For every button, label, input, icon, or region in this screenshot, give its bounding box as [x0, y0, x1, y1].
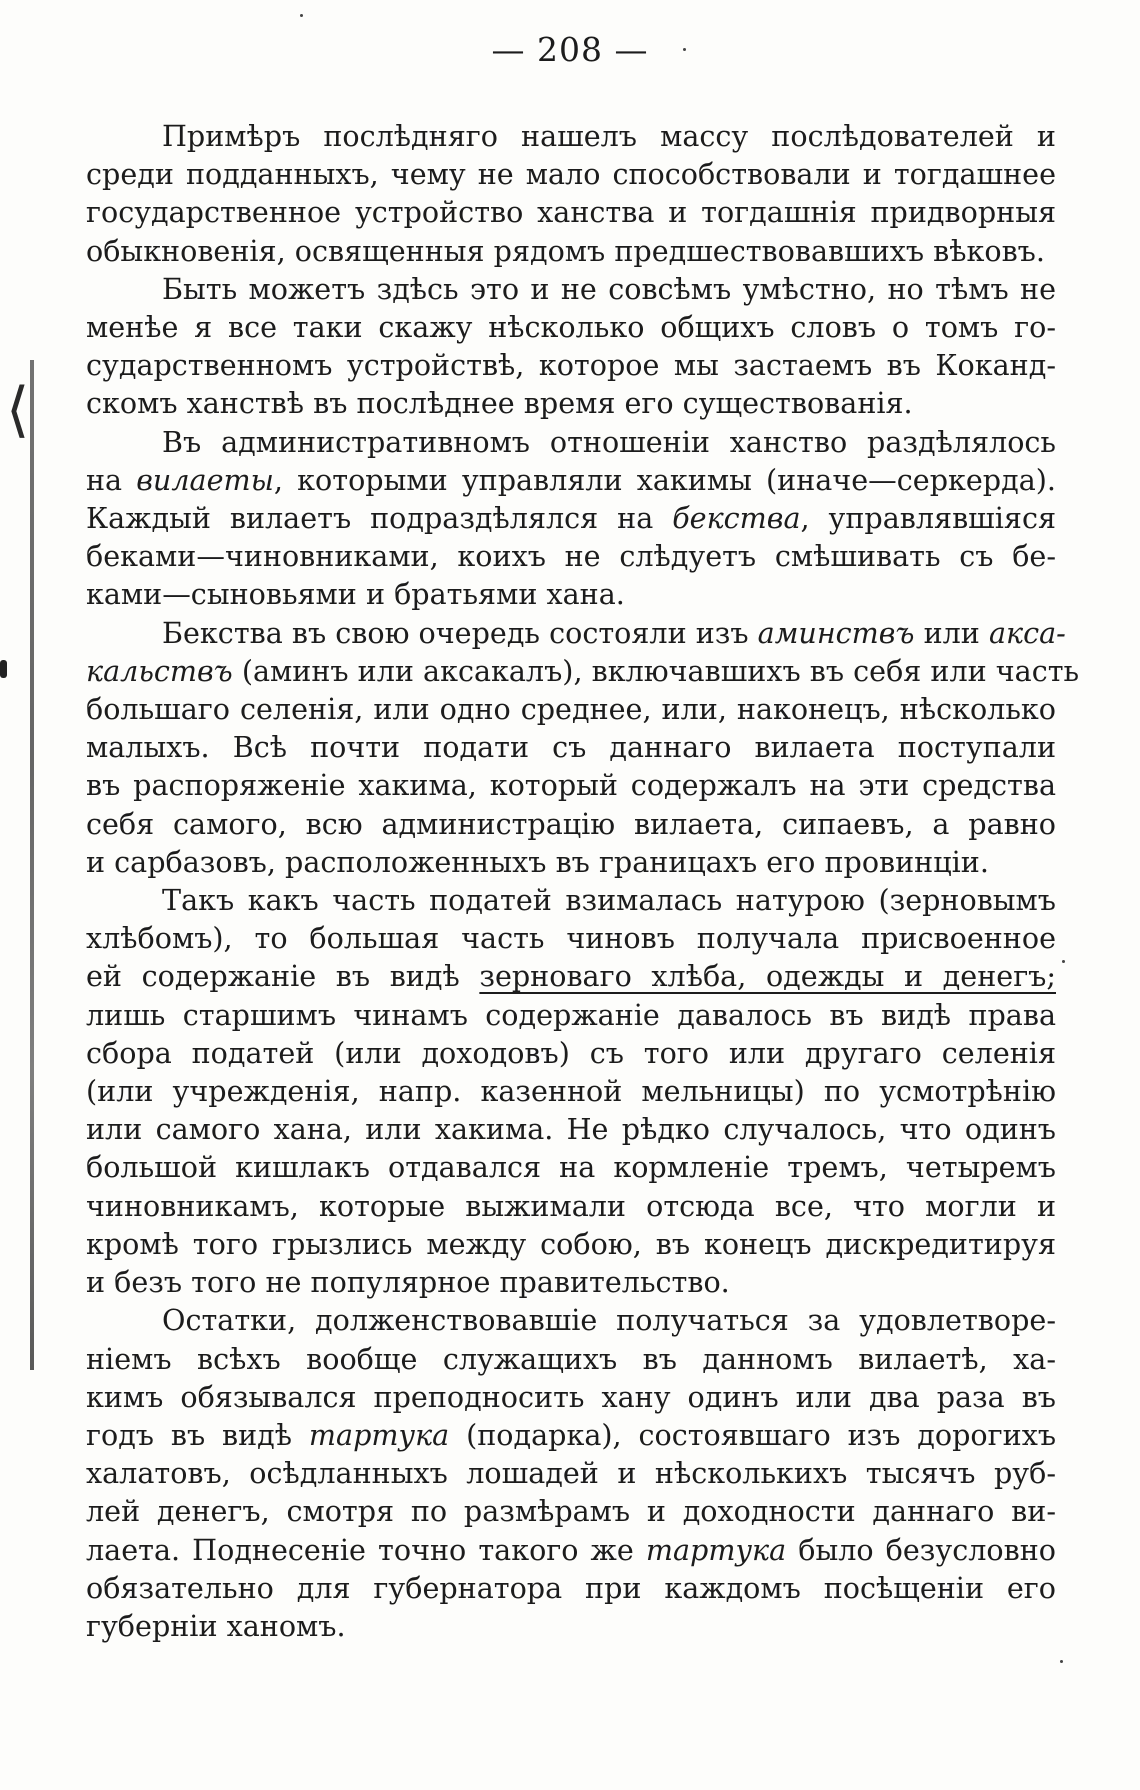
italic-term: аминствъ: [757, 615, 915, 650]
text-run: ей содержаніе въ видѣ: [86, 959, 480, 994]
italic-term: тартука: [645, 1532, 787, 1567]
italic-term: тартука: [308, 1417, 450, 1452]
text-line: обязательно для губернатора при каждомъ посѣщеніи его: [86, 1570, 1056, 1605]
text-line: скомъ ханствѣ въ послѣднее время его существованія.: [86, 386, 913, 421]
text-line: и сарбазовъ, расположенныхъ въ границахъ его провинціи.: [86, 844, 989, 879]
text-run: Каждый вилаетъ подраздѣлялся на: [86, 501, 673, 536]
text-line: большой кишлакъ отдавался на кормленіе тремъ, четыремъ: [86, 1150, 1056, 1185]
margin-pencil-mark: ⟨: [6, 375, 30, 445]
italic-term: вилаеты: [136, 462, 274, 497]
underlined-phrase: зерноваго хлѣба, одежды и денегъ;: [479, 959, 1056, 994]
text-line: [86, 1416, 1056, 1454]
text-run: лаета. Поднесеніе точно такого же: [86, 1532, 646, 1567]
paper-speck: [1060, 1660, 1063, 1663]
italic-term: кальствъ: [86, 653, 233, 688]
text-run: на: [86, 462, 137, 497]
text-run: , управлявшіяся: [800, 501, 1056, 536]
text-line: менѣе я все таки скажу нѣсколько общихъ словъ о томъ го-: [86, 310, 1056, 345]
text-line: или самого хана, или хакима. Не рѣдко случалось, что одинъ: [86, 1112, 1056, 1147]
text-line: [86, 461, 1056, 499]
text-line: малыхъ. Всѣ почти подати съ даннаго вилаета поступали: [86, 730, 1056, 765]
text-line: халатовъ, осѣдланныхъ лошадей и нѣсколькихъ тысячъ руб-: [86, 1456, 1056, 1491]
text-line: Примѣръ послѣдняго нашелъ массу послѣдователей и: [162, 119, 1056, 153]
paper-speck: [683, 48, 686, 51]
text-line: сбора податей (или доходовъ) съ того или другаго селенія: [86, 1035, 1056, 1070]
text-line: [86, 614, 1066, 652]
text-line: [86, 1531, 1056, 1569]
text-line: кромѣ того грызлись между собою, въ конецъ дискредитируя: [86, 1226, 1056, 1261]
italic-term: бекства: [672, 501, 801, 536]
text-line: хлѣбомъ), то большая часть чиновъ получала присвоенное: [86, 921, 1056, 956]
text-line: государственное устройство ханства и тогдашнія придворныя: [86, 195, 1056, 230]
text-run: (аминъ или аксакалъ), включавшихъ въ себя или часть: [232, 653, 1080, 688]
text-line: ками—сыновьями и братьями хана.: [86, 577, 625, 612]
text-line: кимъ обязывался преподносить хану одинъ или два раза въ: [86, 1379, 1056, 1414]
text-line: сударственномъ устройствѣ, которое мы застаемъ въ Коканд-: [86, 348, 1056, 383]
text-line: беками—чиновниками, коихъ не слѣдуетъ смѣшивать съ бе-: [86, 539, 1056, 574]
text-line: въ распоряженіе хакима, который содержалъ на эти средства: [86, 768, 1056, 803]
text-line: среди подданныхъ, чему не мало способствовали и тогдашнее: [86, 157, 1056, 192]
text-line: себя самого, всю администрацію вилаета, сипаевъ, а равно: [86, 806, 1056, 841]
text-run: Бекства въ свою очередь состояли изъ: [162, 615, 758, 650]
text-line: чиновникамъ, которые выжимали отсюда все, что могли и: [86, 1188, 1056, 1223]
text-line: Быть можетъ здѣсь это и не совсѣмъ умѣстно, но тѣмъ не: [162, 271, 1056, 306]
margin-pencil-line: [30, 360, 34, 1370]
paper-speck: [1062, 960, 1065, 963]
text-run: было безусловно: [786, 1532, 1056, 1567]
text-line: обыкновенія, освященныя рядомъ предшествовавшихъ вѣковъ.: [86, 233, 1045, 268]
text-run: или: [914, 615, 989, 650]
text-line: лей денегъ, смотря по размѣрамъ и доходности даннаго ви-: [86, 1494, 1056, 1529]
text-line: и безъ того не популярное правительство.: [86, 1265, 730, 1300]
text-line: Остатки, долженствовавшіе получаться за удовлетворе-: [162, 1303, 1056, 1338]
text-line: Въ административномъ отношеніи ханство раздѣлялось: [162, 424, 1056, 459]
text-run: годъ въ видѣ: [86, 1417, 309, 1452]
italic-term: акса-: [988, 615, 1066, 650]
text-run: (подарка), состоявшаго изъ дорогихъ: [449, 1417, 1057, 1452]
text-line: [86, 957, 1056, 995]
text-line: ніемъ всѣхъ вообще служащихъ въ данномъ вилаетѣ, ха-: [86, 1341, 1056, 1376]
text-line: большаго селенія, или одно среднее, или, наконецъ, нѣсколько: [86, 692, 1056, 727]
text-line: лишь старшимъ чинамъ содержаніе давалось въ видѣ права: [86, 997, 1056, 1032]
page-number: — 208 —: [491, 30, 649, 69]
text-line: [86, 652, 1080, 690]
text-run: , которыми управляли хакимы (иначе—серкерда).: [273, 462, 1056, 497]
text-line: Такъ какъ часть податей взималась натурою (зерновымъ: [162, 883, 1056, 918]
text-line: (или учрежденія, напр. казенной мельницы) по усмотрѣнію: [86, 1074, 1056, 1109]
text-line: губерніи ханомъ.: [86, 1608, 346, 1643]
paper-speck: [300, 14, 303, 17]
margin-ink-spot: [0, 660, 7, 678]
text-line: [86, 499, 1056, 537]
body-text: [86, 117, 1080, 1645]
